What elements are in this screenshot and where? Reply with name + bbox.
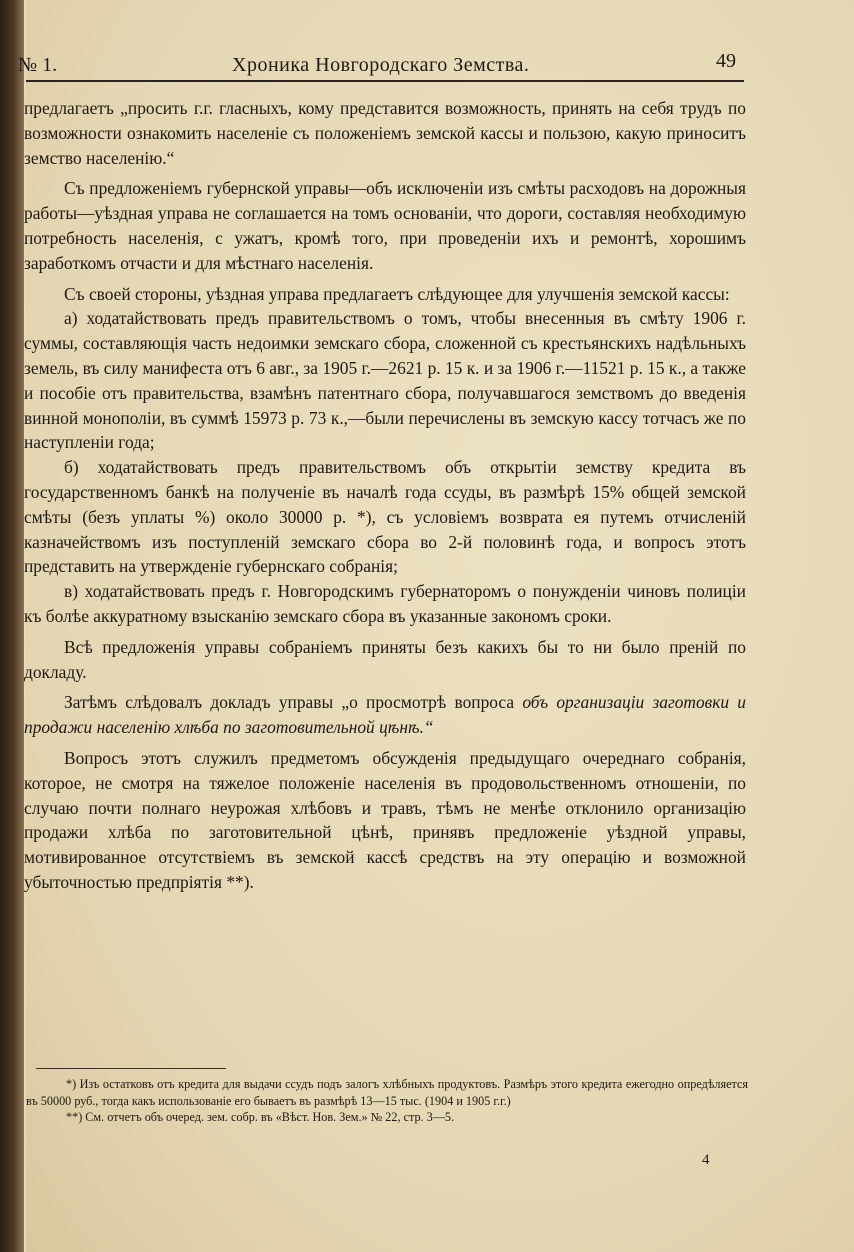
footnote-2: **) См. отчетъ объ очеред. зем. собр. въ «Вѣст. Нов. Зем.» № 22, стр. 3—5. bbox=[66, 1110, 455, 1124]
signature-mark: 4 bbox=[702, 1152, 710, 1168]
paragraph-item-a: а) ходатайствовать предъ правительствомъ о томъ, чтобы внесенныя въ смѣту 1906 г. суммы, составляющія часть недоимки земскаго сбора, сложенной съ крестьянскихъ надѣльныхъ земель, въ силу манифеста отъ 6 авг., за 1905 г.—2621 р. 15 к. и за 1906 г.—11521 р. 15 к., а также и пособіе отъ правительства, взамѣнъ патентнаго сбора, получавшагося земствомъ до введенія винной монополіи, въ суммѣ 15973 р. 73 к.,—были перечислены въ земскую кассу тотчасъ же по наступленіи года; bbox=[24, 308, 746, 453]
journal-title: Хроника Новгородскаго Земства. bbox=[232, 54, 530, 76]
paragraph-question: Вопросъ этотъ служилъ предметомъ обсужденія предыдущаго очереднаго собранія, которое, не смотря на тяжелое положеніе населенія въ продовольственномъ отношеніи, по случаю почти полнаго неурожая хлѣбовъ и травъ, тѣмъ не менѣе отклонило организацію продажи хлѣба по заготовительной цѣнѣ, принявъ предложеніе уѣздной управы, мотивированное отсутствіемъ въ земской кассѣ средствъ на эту операцію и возможной убыточностью предпріятія **). bbox=[24, 747, 746, 892]
running-header bbox=[18, 50, 746, 80]
paragraph-item-c: в) ходатайствовать предъ г. Новгородскимъ губернаторомъ о понужденіи чиновъ полиціи къ болѣе аккуратному взысканію земскаго сбора въ указанные закономъ сроки. bbox=[24, 581, 746, 626]
footnotes bbox=[26, 1076, 748, 1126]
paragraph-item-b: б) ходатайствовать предъ правительствомъ объ открытіи земству кредита въ государственномъ банкѣ на полученіе въ началѣ года ссуды, въ размѣрѣ 15% общей земской смѣты (безъ уплаты %) около 30000 р. *), съ условіемъ возврата ея путемъ отчисленій казначействомъ изъ поступленій земскаго сбора во 2-й половинѣ года, и вопросъ этотъ представить на утвержденіе губернскаго собранія; bbox=[24, 457, 746, 577]
report-italic: объ организаціи заготовки и продажи населенію хлѣба по заготовительной цѣнѣ.“ bbox=[24, 692, 746, 738]
footnote-1: *) Изъ остатковъ отъ кредита для выдачи ссудъ подъ залогъ хлѣбныхъ продуктовъ. Размѣръ этого кредита ежегодно опредѣляется въ 50000 руб., тогда какъ использованіе его бываетъ въ размѣрѣ 13—15 тыс. (1904 и 1905 г.г.) bbox=[26, 1077, 748, 1108]
report-lead: Затѣмъ слѣдовалъ докладъ управы „о просмотрѣ вопроса bbox=[64, 692, 523, 713]
page-number: 49 bbox=[716, 50, 736, 72]
paragraph-proposals-intro: Съ своей стороны, уѣздная управа предлагаетъ слѣдующее для улучшенія земской кассы: bbox=[64, 283, 730, 304]
paragraph-continuation: предлагаетъ „просить г.г. гласныхъ, кому представится возможность, принять на себя трудъ по возможности ознакомить населеніе съ положеніемъ земской кассы и пользою, какую приноситъ земство населенію.“ bbox=[24, 98, 746, 168]
paragraph-accepted: Всѣ предложенія управы собраніемъ приняты безъ какихъ бы то ни было преній по докладу. bbox=[24, 636, 746, 682]
paragraph-report bbox=[24, 690, 746, 740]
header-rule bbox=[26, 80, 744, 82]
main-text bbox=[24, 96, 746, 895]
paragraph-roads: Съ предложеніемъ губернской управы—объ исключеніи изъ смѣты расходовъ на дорожныя работы—уѣздная управа не соглашается на томъ основаніи, что дороги, составляя необходимую потребность населенія, с ужатъ, кромѣ того, при проведеніи ихъ и ремонтѣ, хорошимъ заработкомъ отчасти и для мѣстнаго населенія. bbox=[24, 178, 746, 273]
book-spine bbox=[0, 0, 24, 1252]
document-page bbox=[18, 0, 854, 1252]
issue-number: № 1. bbox=[18, 54, 58, 76]
footnote-rule bbox=[36, 1068, 226, 1069]
